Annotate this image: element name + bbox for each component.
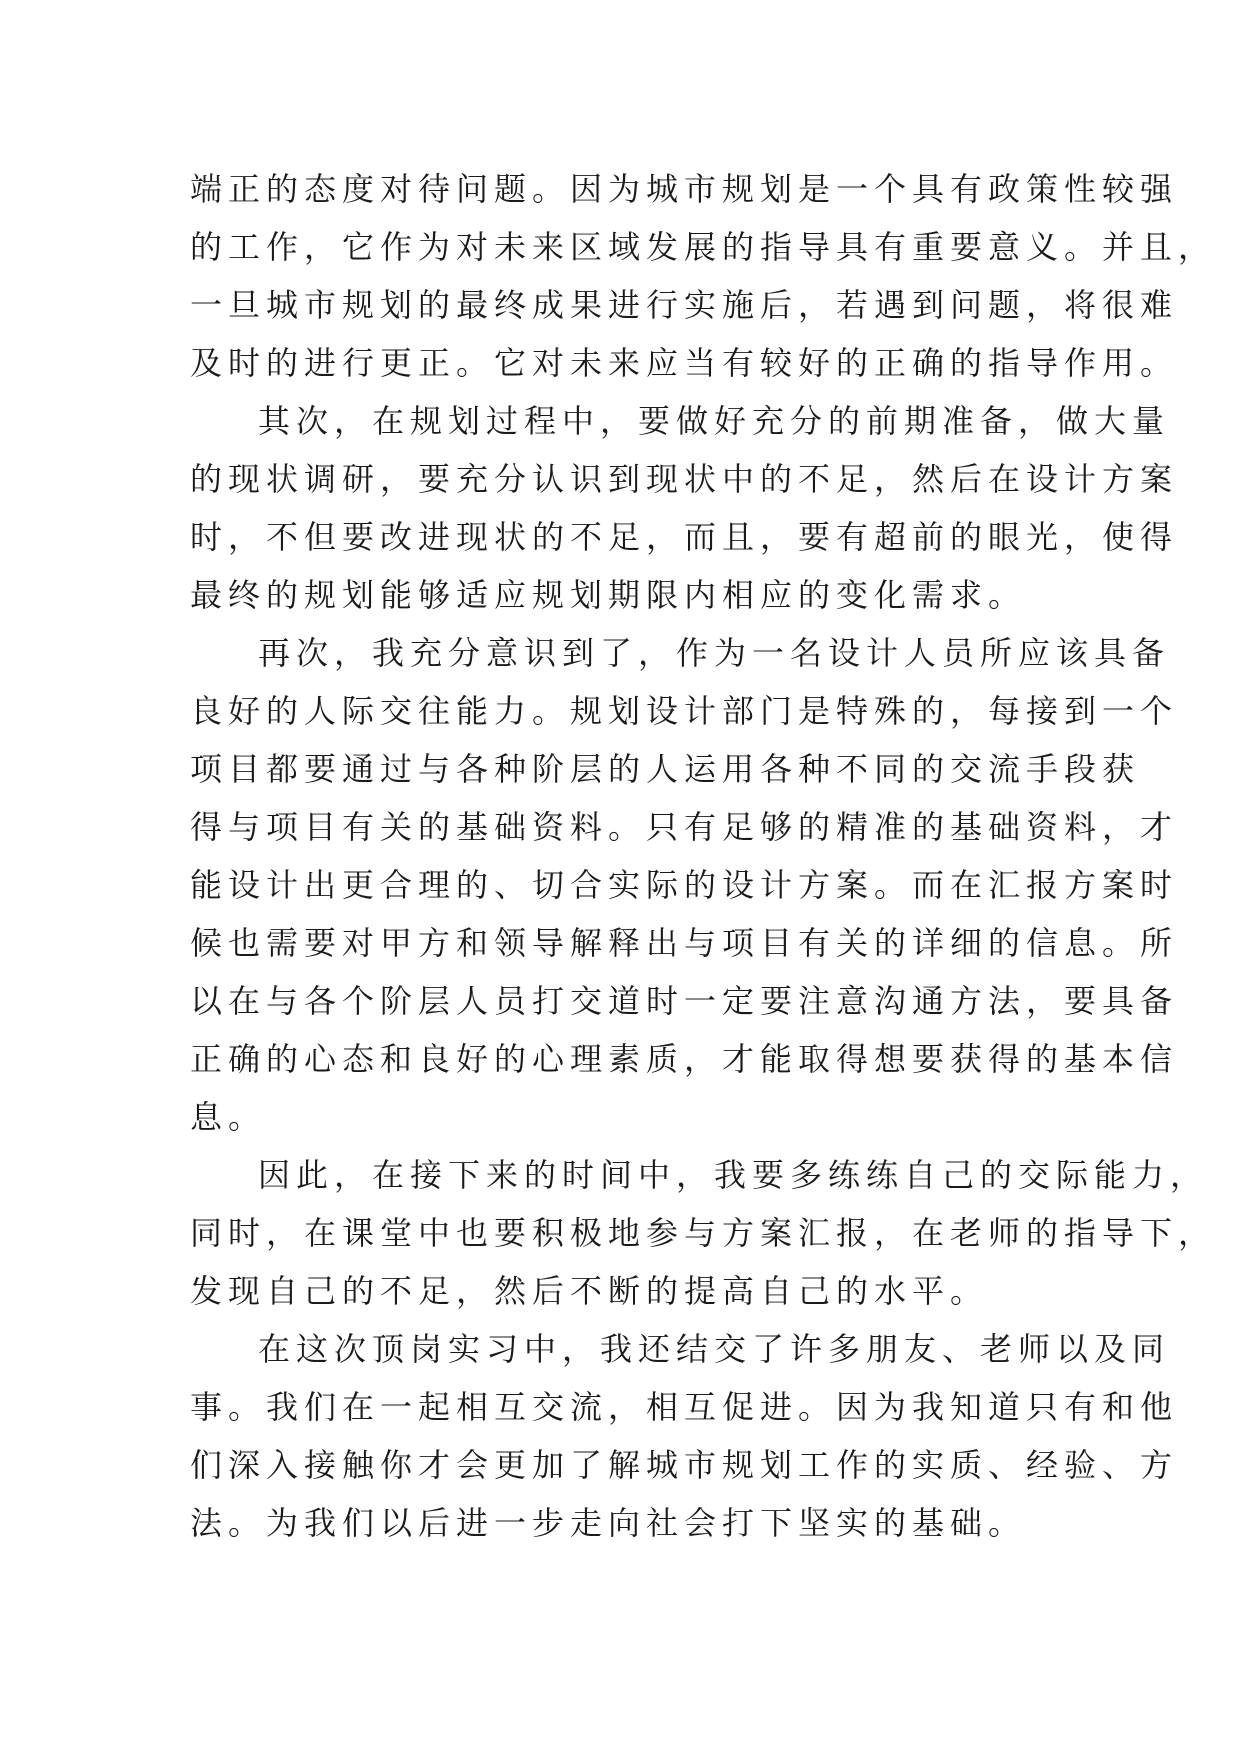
- text-line: 法。为我们以后进一步走向社会打下坚实的基础。: [190, 1504, 1027, 1542]
- text-line: 一旦城市规划的最终成果进行实施后，若遇到问题，将很难: [190, 286, 1179, 324]
- paragraph-1: [190, 160, 1217, 392]
- text-line: 正确的心态和良好的心理素质，才能取得想要获得的基本信: [190, 1040, 1179, 1078]
- text-line: 因此，在接下来的时间中，我要多练练自己的交际能力，: [258, 1156, 1209, 1194]
- paragraph-5: [190, 1320, 1179, 1552]
- text-line: 以在与各个阶层人员打交道时一定要注意沟通方法，要具备: [190, 982, 1179, 1020]
- text-line: 良好的人际交往能力。规划设计部门是特殊的，每接到一个: [190, 692, 1179, 730]
- text-line: 得与项目有关的基础资料。只有足够的精准的基础资料，才: [190, 808, 1179, 846]
- text-line: 能设计出更合理的、切合实际的设计方案。而在汇报方案时: [190, 866, 1179, 904]
- paragraph-4: [190, 1146, 1217, 1320]
- text-line: 的工作，它作为对未来区域发展的指导具有重要意义。并且，: [190, 228, 1217, 266]
- text-line: 及时的进行更正。它对未来应当有较好的正确的指导作用。: [190, 344, 1179, 382]
- text-line: 的现状调研，要充分认识到现状中的不足，然后在设计方案: [190, 460, 1179, 498]
- text-line: 们深入接触你才会更加了解城市规划工作的实质、经验、方: [190, 1446, 1179, 1484]
- paragraph-2: [190, 392, 1179, 624]
- text-line: 时，不但要改进现状的不足，而且，要有超前的眼光，使得: [190, 518, 1179, 556]
- text-line: 最终的规划能够适应规划期限内相应的变化需求。: [190, 576, 1027, 614]
- text-line: 端正的态度对待问题。因为城市规划是一个具有政策性较强: [190, 170, 1179, 208]
- paragraph-3: [190, 624, 1179, 1146]
- text-line: 事。我们在一起相互交流，相互促进。因为我知道只有和他: [190, 1388, 1179, 1426]
- text-line: 发现自己的不足，然后不断的提高自己的水平。: [190, 1272, 989, 1310]
- text-line: 项目都要通过与各种阶层的人运用各种不同的交流手段获: [190, 750, 1141, 788]
- body-text: [190, 160, 1217, 1552]
- text-line: 其次，在规划过程中，要做好充分的前期准备，做大量: [258, 402, 1171, 440]
- text-line: 在这次顶岗实习中，我还结交了许多朋友、老师以及同: [258, 1330, 1171, 1368]
- text-line: 再次，我充分意识到了，作为一名设计人员所应该具备: [258, 634, 1171, 672]
- text-line: 候也需要对甲方和领导解释出与项目有关的详细的信息。所: [190, 924, 1179, 962]
- text-line: 同时，在课堂中也要积极地参与方案汇报，在老师的指导下，: [190, 1214, 1217, 1252]
- text-line: 息。: [190, 1098, 267, 1136]
